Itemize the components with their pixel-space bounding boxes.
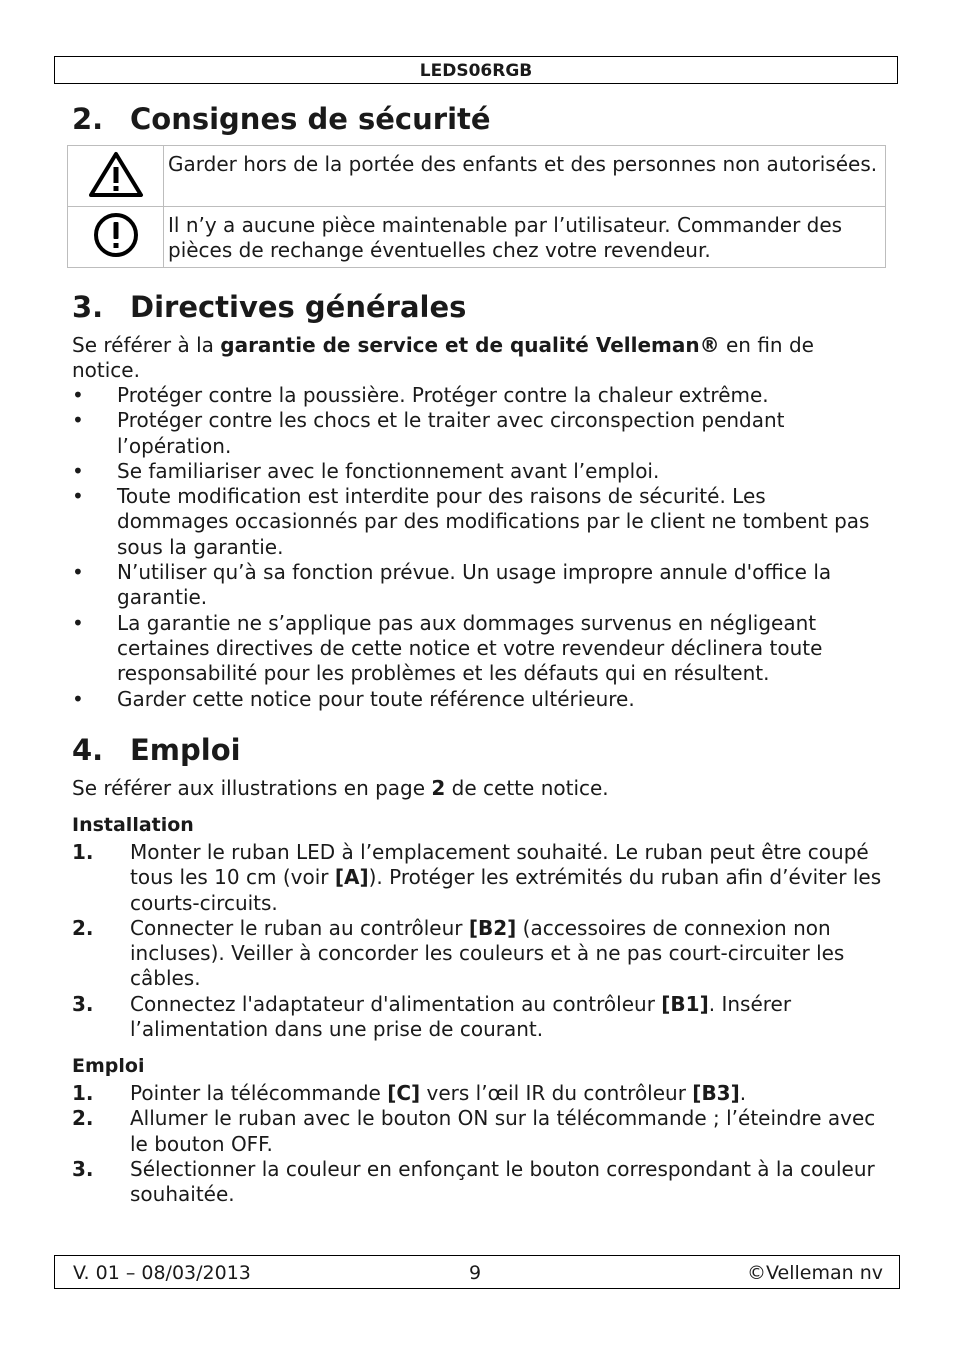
step-text: Connectez l'adaptateur d'alimentation au contrôleur bbox=[130, 991, 662, 1016]
exclamation-circle-icon bbox=[92, 211, 140, 259]
step-text: ). Protéger les extrémités du ruban afin d’éviter les courts-circuits. bbox=[130, 865, 882, 915]
step-number: 3. bbox=[72, 991, 94, 1016]
general-bullet-list bbox=[72, 383, 872, 712]
list-item-text: Toute modification est interdite pour des raisons de sécurité. Les dommages occasionnés par des modifications par le client ne tombent pas sous la garantie. bbox=[117, 484, 870, 559]
section-number: 4. bbox=[72, 733, 104, 767]
step-text: Sélectionner la couleur en enfonçant le bouton correspondant à la couleur souhaitée. bbox=[130, 1156, 875, 1207]
bullet: • bbox=[72, 610, 84, 635]
use-intro bbox=[72, 776, 872, 801]
section-use-heading bbox=[72, 733, 241, 767]
step-item bbox=[72, 916, 884, 992]
step-number: 2. bbox=[72, 915, 94, 940]
step-item bbox=[72, 1106, 884, 1157]
step-number: 3. bbox=[72, 1156, 94, 1181]
figure-reference: [B2] bbox=[468, 915, 517, 940]
safety-row bbox=[68, 207, 886, 268]
figure-reference: [C] bbox=[387, 1081, 421, 1105]
list-item-text: N’utiliser qu’à sa fonction prévue. Un usage impropre annule d'office la garantie. bbox=[117, 560, 832, 610]
bullet: • bbox=[72, 408, 84, 433]
intro-text: Se référer aux illustrations en page bbox=[72, 776, 432, 800]
intro-text: en fin de notice. bbox=[72, 333, 814, 382]
operation-steps bbox=[72, 1081, 884, 1207]
list-item bbox=[72, 383, 872, 408]
section-title: Consignes de sécurité bbox=[130, 102, 491, 136]
page-number: 9 bbox=[469, 1262, 482, 1284]
list-item-text: Se familiariser avec le fonctionnement avant l’emploi. bbox=[117, 458, 660, 483]
safety-table bbox=[67, 145, 886, 268]
figure-reference: [B3] bbox=[692, 1081, 740, 1105]
step-number: 1. bbox=[72, 1081, 94, 1105]
list-item bbox=[72, 560, 872, 611]
warning-triangle-icon bbox=[88, 150, 144, 198]
bullet: • bbox=[72, 383, 84, 407]
list-item bbox=[72, 484, 872, 560]
step-item bbox=[72, 1081, 884, 1106]
list-item bbox=[72, 611, 872, 687]
step-text: . bbox=[739, 1081, 747, 1105]
section-title: Directives générales bbox=[130, 290, 467, 324]
list-item bbox=[72, 687, 872, 712]
intro-text: Se référer à la bbox=[72, 333, 221, 357]
installation-steps bbox=[72, 840, 884, 1042]
section-safety-heading bbox=[72, 102, 491, 136]
step-number: 2. bbox=[72, 1106, 94, 1131]
step-item bbox=[72, 840, 884, 916]
step-text: (accessoires de connexion non incluses). Veiller à concorder les couleurs et à ne pas court-circuiter les câbles. bbox=[130, 915, 845, 991]
operation-heading: Emploi bbox=[72, 1055, 145, 1077]
section-number: 3. bbox=[72, 290, 104, 324]
page-reference: 2 bbox=[431, 776, 446, 800]
icon-cell bbox=[68, 207, 164, 268]
list-item-text: La garantie ne s’applique pas aux dommages survenus en négligeant certaines directives de cette notice et votre revendeur déclinera toute responsabilité pour les problèmes et les défauts qui en résultent. bbox=[117, 610, 823, 686]
document-footer bbox=[54, 1255, 900, 1289]
step-text: Connecter le ruban au contrôleur bbox=[130, 915, 469, 940]
figure-reference: [A] bbox=[334, 865, 369, 890]
intro-text: de cette notice. bbox=[445, 776, 609, 800]
figure-reference: [B1] bbox=[661, 991, 709, 1016]
list-item bbox=[72, 408, 872, 459]
document-header bbox=[54, 56, 898, 84]
safety-row bbox=[68, 146, 886, 207]
step-item bbox=[72, 992, 884, 1043]
step-text: Allumer le ruban avec le bouton ON sur la télécommande ; l’éteindre avec le bouton OFF. bbox=[130, 1106, 876, 1156]
safety-text: Il n’y a aucune pièce maintenable par l’utilisateur. Commander des pièces de rechange éventuelles chez votre revendeur. bbox=[164, 207, 886, 268]
step-number: 1. bbox=[72, 840, 94, 864]
step-item bbox=[72, 1157, 884, 1208]
bullet: • bbox=[72, 686, 84, 711]
list-item-text: Garder cette notice pour toute référence ultérieure. bbox=[117, 686, 635, 711]
warranty-reference: garantie de service et de qualité Velleman® bbox=[220, 333, 720, 357]
icon-cell bbox=[68, 146, 164, 207]
bullet: • bbox=[72, 560, 84, 585]
section-title: Emploi bbox=[130, 733, 241, 767]
list-item-text: Protéger contre les chocs et le traiter avec circonspection pendant l’opération. bbox=[117, 408, 785, 458]
copyright: ©Velleman nv bbox=[747, 1262, 883, 1284]
step-text: vers l’œil IR du contrôleur bbox=[420, 1081, 693, 1105]
list-item-text: Protéger contre la poussière. Protéger contre la chaleur extrême. bbox=[117, 383, 769, 407]
safety-text: Garder hors de la portée des enfants et des personnes non autorisées. bbox=[164, 146, 886, 207]
step-text: . Insérer l’alimentation dans une prise de courant. bbox=[130, 991, 792, 1042]
bullet: • bbox=[72, 484, 84, 509]
step-text: Monter le ruban LED à l’emplacement souhaité. Le ruban peut être coupé tous les 10 cm (voir bbox=[130, 840, 869, 890]
section-general-heading bbox=[72, 290, 466, 324]
step-text: Pointer la télécommande bbox=[130, 1081, 388, 1105]
general-intro bbox=[72, 333, 872, 383]
list-item bbox=[72, 459, 872, 484]
installation-heading: Installation bbox=[72, 814, 194, 836]
section-number: 2. bbox=[72, 102, 104, 136]
version-date: V. 01 – 08/03/2013 bbox=[73, 1262, 251, 1284]
bullet: • bbox=[72, 458, 84, 483]
model-code: LEDS06RGB bbox=[419, 61, 533, 81]
